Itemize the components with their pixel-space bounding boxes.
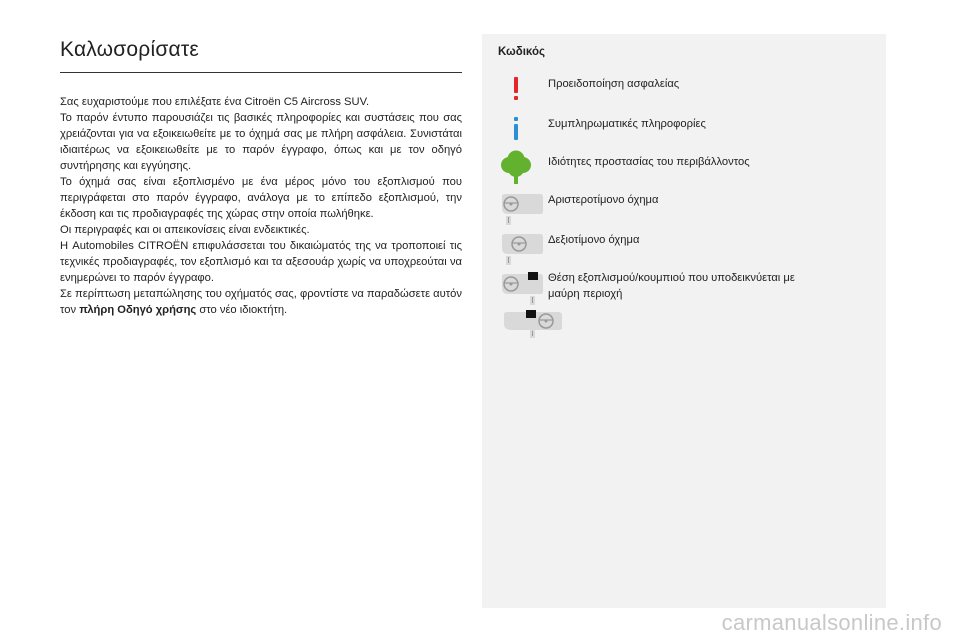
paragraph: Η Automobiles CITROËN επιφυλάσσεται του δικαιώματός της να τροποποιεί τις τεχνικές προδιαγραφές, τον εξοπλισμό και τα αξεσουάρ χωρίς να υποχρεούται να ενημερώνει το παρόν έγγραφο. (60, 240, 462, 284)
legend-item-environment (482, 154, 886, 190)
page-title: Καλωσορίσατε (60, 38, 199, 61)
paragraph: Οι περιγραφές και οι απεικονίσεις είναι ενδεικτικές. (60, 224, 310, 236)
left-hand-drive-icon (500, 192, 544, 231)
legend-item-control-position (482, 270, 886, 340)
legend-panel (482, 34, 886, 608)
legend-item-warning (482, 76, 886, 104)
manual-name: πλήρη Οδηγό χρήσης (79, 304, 197, 316)
legend-label: Προειδοποίηση ασφαλείας (548, 78, 680, 90)
paragraph: Το όχημά σας είναι εξοπλισμένο με ένα μέρος μόνο του εξοπλισμού που περιγράφεται στο παρόν έγγραφο, ανάλογα με το επίπεδο εξοπλισμού, την έκδοση και τις προδιαγραφές της χώρας στην οποία πωλήθηκε. (60, 176, 462, 220)
watermark: carmanualsonline.info (721, 610, 942, 635)
legend-label: Συμπληρωματικές πληροφορίες (548, 118, 706, 130)
resale-paragraph (60, 286, 462, 318)
right-hand-drive-icon (500, 232, 544, 271)
legend-label: Ιδιότητες προστασίας του περιβάλλοντος (548, 156, 750, 168)
warning-icon (500, 76, 532, 107)
info-icon (500, 116, 532, 147)
legend-item-rhd (482, 232, 886, 266)
title-divider (60, 72, 462, 73)
paragraph: Σας ευχαριστούμε που επιλέξατε ένα Citroën C5 Aircross SUV. (60, 96, 370, 108)
legend-label: Θέση εξοπλισμού/κουμπιού που υποδεικνύεται με μαύρη περιοχή (548, 272, 795, 300)
intro-text (60, 94, 462, 318)
paragraph: Το παρόν έντυπο παρουσιάζει τις βασικές πληροφορίες και συστάσεις που σας χρειάζονται για να εξοικειωθείτε με το όχημά σας με πλήρη ασφάλεια. Συνιστάται ιδιαιτέρως να εξοικειωθείτε με το παρόν έγγραφο, όπως και με τον οδηγό συντήρησης και εγγύησης. (60, 112, 462, 172)
legend-label: Δεξιοτίμονο όχημα (548, 234, 640, 246)
legend-item-lhd (482, 192, 886, 226)
legend-item-info (482, 116, 886, 144)
legend-title: Κωδικός (498, 46, 545, 58)
environment-tree-icon (500, 150, 532, 191)
resale-text: Σε περίπτωση μεταπώλησης του οχήματός σας, φροντίστε να παραδώσετε αυτόν τον (60, 288, 462, 316)
resale-text-end: στο νέο ιδιοκτήτη. (196, 304, 288, 316)
legend-label: Αριστεροτίμονο όχημα (548, 194, 659, 206)
